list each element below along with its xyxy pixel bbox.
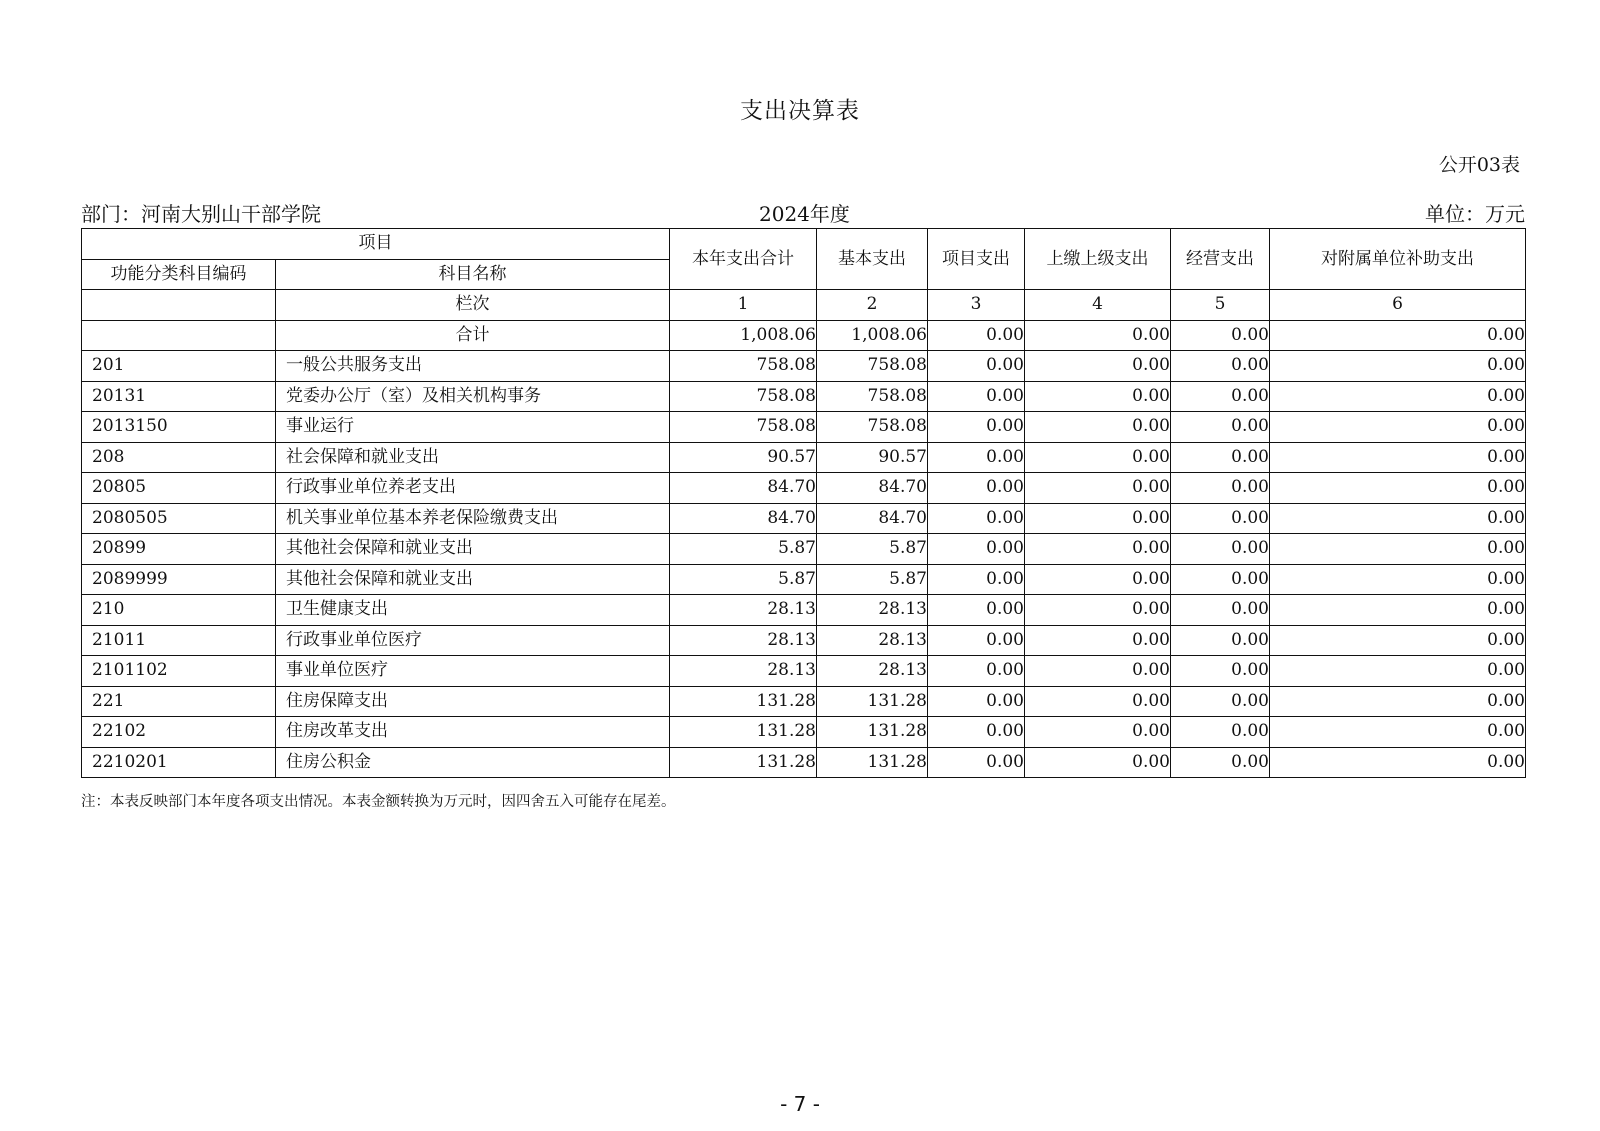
header-row-1 bbox=[82, 229, 1526, 260]
amount-cell: 28.13 bbox=[670, 656, 817, 687]
amount-cell: 90.57 bbox=[670, 442, 817, 473]
index-cell: 4 bbox=[1025, 290, 1171, 321]
subject-name-cell: 行政事业单位医疗 bbox=[276, 625, 670, 656]
header-name: 科目名称 bbox=[276, 259, 670, 290]
amount-cell: 0.00 bbox=[1025, 564, 1171, 595]
amount-cell: 0.00 bbox=[928, 625, 1025, 656]
total-cell: 0.00 bbox=[1025, 320, 1171, 351]
amount-cell: 758.08 bbox=[670, 381, 817, 412]
amount-cell: 0.00 bbox=[1270, 381, 1526, 412]
header-col-basic: 基本支出 bbox=[817, 229, 928, 290]
total-cell: 0.00 bbox=[928, 320, 1025, 351]
amount-cell: 84.70 bbox=[817, 473, 928, 504]
table-row bbox=[82, 442, 1526, 473]
table-row bbox=[82, 412, 1526, 443]
table-row bbox=[82, 686, 1526, 717]
amount-cell: 0.00 bbox=[1171, 625, 1270, 656]
table-row bbox=[82, 564, 1526, 595]
amount-cell: 758.08 bbox=[670, 351, 817, 382]
total-cell: 1,008.06 bbox=[670, 320, 817, 351]
table-row bbox=[82, 503, 1526, 534]
subject-name-cell: 一般公共服务支出 bbox=[276, 351, 670, 382]
subject-code-cell: 210 bbox=[82, 595, 276, 626]
amount-cell: 0.00 bbox=[1171, 381, 1270, 412]
header-code: 功能分类科目编码 bbox=[82, 259, 276, 290]
amount-cell: 0.00 bbox=[1270, 473, 1526, 504]
expenditure-table bbox=[81, 228, 1526, 778]
amount-cell: 28.13 bbox=[670, 625, 817, 656]
header-col-remit: 上缴上级支出 bbox=[1025, 229, 1171, 290]
header-col-total: 本年支出合计 bbox=[670, 229, 817, 290]
amount-cell: 758.08 bbox=[817, 381, 928, 412]
subject-name-cell: 卫生健康支出 bbox=[276, 595, 670, 626]
total-row bbox=[82, 320, 1526, 351]
amount-cell: 0.00 bbox=[1025, 595, 1171, 626]
subject-code-cell: 20131 bbox=[82, 381, 276, 412]
subject-code-cell: 2089999 bbox=[82, 564, 276, 595]
amount-cell: 0.00 bbox=[1270, 656, 1526, 687]
amount-cell: 0.00 bbox=[1270, 686, 1526, 717]
table-row bbox=[82, 747, 1526, 778]
amount-cell: 0.00 bbox=[1270, 747, 1526, 778]
subject-name-cell: 住房保障支出 bbox=[276, 686, 670, 717]
amount-cell: 131.28 bbox=[670, 717, 817, 748]
amount-cell: 0.00 bbox=[1171, 351, 1270, 382]
subject-code-cell: 2013150 bbox=[82, 412, 276, 443]
amount-cell: 84.70 bbox=[670, 473, 817, 504]
amount-cell: 0.00 bbox=[928, 686, 1025, 717]
amount-cell: 0.00 bbox=[1171, 686, 1270, 717]
amount-cell: 0.00 bbox=[1025, 747, 1171, 778]
page-title: 支出决算表 bbox=[740, 98, 860, 124]
amount-cell: 0.00 bbox=[1171, 747, 1270, 778]
subject-name-cell: 住房改革支出 bbox=[276, 717, 670, 748]
subject-name-cell: 其他社会保障和就业支出 bbox=[276, 534, 670, 565]
form-number: 公开03表 bbox=[1438, 154, 1520, 176]
amount-cell: 0.00 bbox=[928, 747, 1025, 778]
amount-cell: 5.87 bbox=[817, 534, 928, 565]
amount-cell: 0.00 bbox=[928, 381, 1025, 412]
subject-code-cell: 21011 bbox=[82, 625, 276, 656]
amount-cell: 131.28 bbox=[670, 747, 817, 778]
page-number: - 7 - bbox=[780, 1092, 820, 1116]
table-row bbox=[82, 473, 1526, 504]
table-row bbox=[82, 381, 1526, 412]
table-note: 注：本表反映部门本年度各项支出情况。本表金额转换为万元时，因四舍五入可能存在尾差。 bbox=[81, 794, 676, 810]
amount-cell: 28.13 bbox=[817, 625, 928, 656]
amount-cell: 0.00 bbox=[1025, 656, 1171, 687]
amount-cell: 0.00 bbox=[928, 595, 1025, 626]
amount-cell: 0.00 bbox=[1270, 412, 1526, 443]
amount-cell: 0.00 bbox=[928, 412, 1025, 443]
amount-cell: 5.87 bbox=[817, 564, 928, 595]
amount-cell: 0.00 bbox=[928, 656, 1025, 687]
amount-cell: 0.00 bbox=[1270, 564, 1526, 595]
index-row-label: 栏次 bbox=[276, 290, 670, 321]
amount-cell: 5.87 bbox=[670, 564, 817, 595]
index-cell: 6 bbox=[1270, 290, 1526, 321]
amount-cell: 0.00 bbox=[928, 473, 1025, 504]
subject-name-cell: 事业单位医疗 bbox=[276, 656, 670, 687]
amount-cell: 90.57 bbox=[817, 442, 928, 473]
total-cell: 0.00 bbox=[1270, 320, 1526, 351]
subject-name-cell: 事业运行 bbox=[276, 412, 670, 443]
table-row bbox=[82, 717, 1526, 748]
amount-cell: 28.13 bbox=[670, 595, 817, 626]
amount-cell: 0.00 bbox=[1025, 534, 1171, 565]
total-row-blank bbox=[82, 320, 276, 351]
amount-cell: 758.08 bbox=[817, 351, 928, 382]
amount-cell: 0.00 bbox=[1270, 717, 1526, 748]
amount-cell: 131.28 bbox=[817, 747, 928, 778]
amount-cell: 0.00 bbox=[1171, 503, 1270, 534]
amount-cell: 0.00 bbox=[1025, 686, 1171, 717]
amount-cell: 0.00 bbox=[1171, 564, 1270, 595]
subject-code-cell: 201 bbox=[82, 351, 276, 382]
amount-cell: 131.28 bbox=[817, 686, 928, 717]
amount-cell: 0.00 bbox=[1171, 656, 1270, 687]
amount-cell: 0.00 bbox=[1025, 442, 1171, 473]
amount-cell: 131.28 bbox=[670, 686, 817, 717]
amount-cell: 0.00 bbox=[1270, 625, 1526, 656]
table-row bbox=[82, 625, 1526, 656]
header-col-subsidy: 对附属单位补助支出 bbox=[1270, 229, 1526, 290]
subject-code-cell: 22102 bbox=[82, 717, 276, 748]
total-cell: 0.00 bbox=[1171, 320, 1270, 351]
index-cell: 2 bbox=[817, 290, 928, 321]
subject-name-cell: 党委办公厅（室）及相关机构事务 bbox=[276, 381, 670, 412]
amount-cell: 0.00 bbox=[928, 534, 1025, 565]
amount-cell: 758.08 bbox=[817, 412, 928, 443]
index-row bbox=[82, 290, 1526, 321]
subject-name-cell: 行政事业单位养老支出 bbox=[276, 473, 670, 504]
subject-name-cell: 机关事业单位基本养老保险缴费支出 bbox=[276, 503, 670, 534]
subject-code-cell: 2101102 bbox=[82, 656, 276, 687]
amount-cell: 0.00 bbox=[1270, 595, 1526, 626]
amount-cell: 0.00 bbox=[1025, 503, 1171, 534]
amount-cell: 28.13 bbox=[817, 595, 928, 626]
amount-cell: 0.00 bbox=[1025, 412, 1171, 443]
table-row bbox=[82, 595, 1526, 626]
amount-cell: 0.00 bbox=[1171, 534, 1270, 565]
amount-cell: 0.00 bbox=[1270, 351, 1526, 382]
amount-cell: 0.00 bbox=[1025, 381, 1171, 412]
table-row bbox=[82, 656, 1526, 687]
subject-name-cell: 住房公积金 bbox=[276, 747, 670, 778]
amount-cell: 0.00 bbox=[1171, 473, 1270, 504]
amount-cell: 0.00 bbox=[928, 442, 1025, 473]
amount-cell: 0.00 bbox=[1171, 442, 1270, 473]
amount-cell: 0.00 bbox=[1270, 534, 1526, 565]
amount-cell: 0.00 bbox=[1270, 503, 1526, 534]
subject-code-cell: 20805 bbox=[82, 473, 276, 504]
table-row bbox=[82, 534, 1526, 565]
amount-cell: 28.13 bbox=[817, 656, 928, 687]
amount-cell: 0.00 bbox=[1270, 442, 1526, 473]
index-cell: 5 bbox=[1171, 290, 1270, 321]
amount-cell: 0.00 bbox=[1171, 412, 1270, 443]
subject-code-cell: 208 bbox=[82, 442, 276, 473]
amount-cell: 84.70 bbox=[817, 503, 928, 534]
amount-cell: 0.00 bbox=[1025, 717, 1171, 748]
table-row bbox=[82, 351, 1526, 382]
header-col-project: 项目支出 bbox=[928, 229, 1025, 290]
amount-cell: 0.00 bbox=[1171, 595, 1270, 626]
total-cell: 1,008.06 bbox=[817, 320, 928, 351]
amount-cell: 5.87 bbox=[670, 534, 817, 565]
fiscal-year: 2024年度 bbox=[759, 202, 850, 226]
amount-cell: 0.00 bbox=[1025, 473, 1171, 504]
subject-code-cell: 2210201 bbox=[82, 747, 276, 778]
total-row-label: 合计 bbox=[276, 320, 670, 351]
index-cell: 3 bbox=[928, 290, 1025, 321]
amount-cell: 0.00 bbox=[928, 503, 1025, 534]
amount-cell: 84.70 bbox=[670, 503, 817, 534]
amount-cell: 131.28 bbox=[817, 717, 928, 748]
index-row-blank bbox=[82, 290, 276, 321]
subject-code-cell: 2080505 bbox=[82, 503, 276, 534]
department-label: 部门：河南大别山干部学院 bbox=[81, 202, 321, 226]
unit-label: 单位：万元 bbox=[1425, 202, 1525, 226]
header-col-operation: 经营支出 bbox=[1171, 229, 1270, 290]
amount-cell: 0.00 bbox=[1025, 625, 1171, 656]
amount-cell: 0.00 bbox=[928, 564, 1025, 595]
meta-row bbox=[81, 198, 1525, 224]
amount-cell: 758.08 bbox=[670, 412, 817, 443]
header-project: 项目 bbox=[82, 229, 670, 260]
amount-cell: 0.00 bbox=[1025, 351, 1171, 382]
subject-name-cell: 其他社会保障和就业支出 bbox=[276, 564, 670, 595]
subject-code-cell: 20899 bbox=[82, 534, 276, 565]
index-cell: 1 bbox=[670, 290, 817, 321]
amount-cell: 0.00 bbox=[1171, 717, 1270, 748]
amount-cell: 0.00 bbox=[928, 717, 1025, 748]
subject-name-cell: 社会保障和就业支出 bbox=[276, 442, 670, 473]
amount-cell: 0.00 bbox=[928, 351, 1025, 382]
subject-code-cell: 221 bbox=[82, 686, 276, 717]
